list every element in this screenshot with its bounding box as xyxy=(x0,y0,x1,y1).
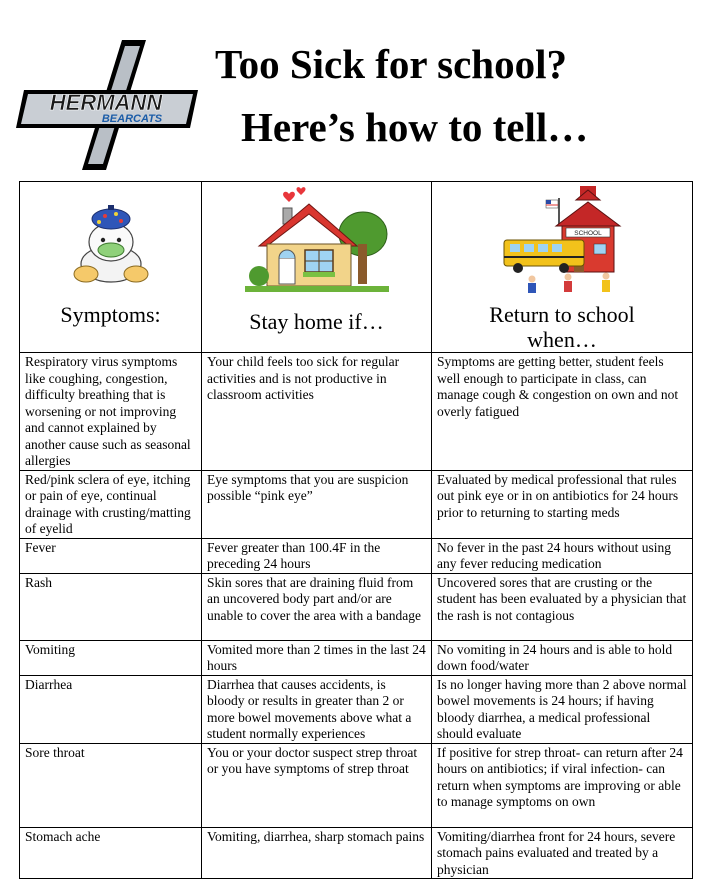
symptom-cell: Rash xyxy=(20,573,202,640)
symptom-cell: Stomach ache xyxy=(20,827,202,879)
logo-text-bearcats: BEARCATS xyxy=(101,113,163,125)
stay-home-cell: Fever greater than 100.4F in the preceding 24 hours xyxy=(202,538,432,573)
return-cell: Is no longer having more than 2 above normal bowel movements is 24 hours; if having bloody diarrhea, a medical professional should evaluate xyxy=(432,675,693,743)
page-title-line1: Too Sick for school? xyxy=(215,41,567,87)
table-row xyxy=(20,470,693,538)
symptom-cell: Vomiting xyxy=(20,640,202,675)
return-header-cell xyxy=(432,182,693,353)
return-header-line1: Return to school xyxy=(489,302,635,327)
table-row xyxy=(20,538,693,573)
stay-home-cell: Vomited more than 2 times in the last 24 hours xyxy=(202,640,432,675)
sick-bear-icon xyxy=(66,202,156,284)
stay-home-cell: Skin sores that are draining fluid from an uncovered body part and/or are unable to cover the area with a bandage xyxy=(202,573,432,640)
school-bus-icon xyxy=(502,184,622,296)
table-row xyxy=(20,743,693,827)
stay-home-cell: You or your doctor suspect strep throat or you have symptoms of strep throat xyxy=(202,743,432,827)
stay-home-cell: Diarrhea that causes accidents, is bloody or results in greater than 2 or more bowel movements above what a student normally experiences xyxy=(202,675,432,743)
table-row xyxy=(20,573,693,640)
table-row xyxy=(20,827,693,879)
stay-home-cell: Eye symptoms that you are suspicion possible “pink eye” xyxy=(202,470,432,538)
stay-home-header-cell xyxy=(202,182,432,353)
hermann-bearcats-logo xyxy=(14,38,202,178)
symptom-cell: Red/pink sclera of eye, itching or pain of eye, continual drainage with crusting/matting of eyelid xyxy=(20,470,202,538)
stay-home-header: Stay home if… xyxy=(249,309,384,334)
table-row xyxy=(20,353,693,471)
return-cell: No vomiting in 24 hours and is able to hold down food/water xyxy=(432,640,693,675)
table-row xyxy=(20,640,693,675)
symptoms-header: Symptoms: xyxy=(60,302,161,327)
return-cell: Evaluated by medical professional that rules out pink eye or in on antibiotics for 24 hours prior to returning to starting meds xyxy=(432,470,693,538)
return-header-line2: when… xyxy=(527,327,597,352)
logo-text-hermann: HERMANN xyxy=(49,90,163,115)
house-icon xyxy=(245,186,389,298)
symptom-cell: Respiratory virus symptoms like coughing, congestion, difficulty breathing that is worsening or not improving and cannot explained by another cause such as seasonal allergies xyxy=(20,353,202,471)
symptom-cell: Diarrhea xyxy=(20,675,202,743)
return-cell: Symptoms are getting better, student feels well enough to participate in class, can manage cough & congestion on own and not overly fatigued xyxy=(432,353,693,471)
symptom-cell: Fever xyxy=(20,538,202,573)
stay-home-cell: Vomiting, diarrhea, sharp stomach pains xyxy=(202,827,432,879)
symptom-cell: Sore throat xyxy=(20,743,202,827)
sick-guide-table xyxy=(19,181,693,879)
return-cell: If positive for strep throat- can return after 24 hours on antibiotics; if viral infection- can return when symptoms are improving or able to manage symptoms on own xyxy=(432,743,693,827)
table-row xyxy=(20,675,693,743)
table-header-row xyxy=(20,182,693,353)
return-cell: Uncovered sores that are crusting or the student has been evaluated by a physician that the rash is not contagious xyxy=(432,573,693,640)
return-cell: Vomiting/diarrhea front for 24 hours, severe stomach pains evaluated and treated by a physician xyxy=(432,827,693,879)
school-sign-text: SCHOOL xyxy=(574,230,602,237)
stay-home-cell: Your child feels too sick for regular activities and is not productive in classroom activities xyxy=(202,353,432,471)
return-cell: No fever in the past 24 hours without using any fever reducing medication xyxy=(432,538,693,573)
symptoms-header-cell xyxy=(20,182,202,353)
page-title-line2: Here’s how to tell… xyxy=(241,104,589,150)
